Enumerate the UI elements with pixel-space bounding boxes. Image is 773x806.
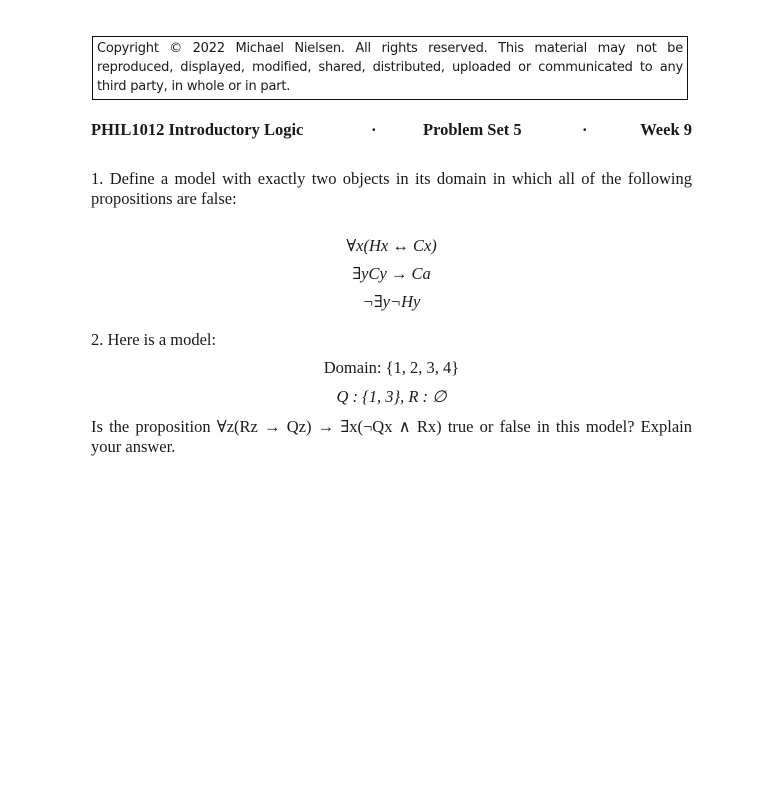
header-separator: · xyxy=(371,120,377,139)
model-domain xyxy=(91,358,692,378)
week-label: Week 9 xyxy=(640,120,692,139)
question-1-text: 1. Define a model with exactly two objects in its domain in which all of the following propositions are false: xyxy=(91,169,692,208)
header-separator: · xyxy=(582,120,588,139)
course-title: PHIL1012 Introductory Logic xyxy=(91,120,304,139)
copyright-notice: Copyright © 2022 Michael Nielsen. All rights reserved. This material may not be reproduced, displayed, modified, shared, distributed, uploaded or communicated to any third party, in whole or in part. xyxy=(92,36,688,100)
proposition-3: ¬∃y¬Hy xyxy=(362,292,421,311)
problem-set-header xyxy=(91,120,692,142)
question-2-text: Is the proposition ∀z(Rz → Qz) → ∃x(¬Qx ∧ Rx) true or false in this model? Explain your answer. xyxy=(91,417,692,456)
proposition-1: ∀x(Hx ↔ Cx) xyxy=(346,236,437,255)
model-relations: Q : {1, 3}, R : ∅ xyxy=(336,387,447,406)
proposition-2: ∃yCy → Ca xyxy=(352,264,431,283)
question-2-intro: 2. Here is a model: xyxy=(91,330,217,349)
model-domain-text: Domain: {1, 2, 3, 4} xyxy=(323,358,460,377)
problem-set-title: Problem Set 5 xyxy=(423,120,522,139)
